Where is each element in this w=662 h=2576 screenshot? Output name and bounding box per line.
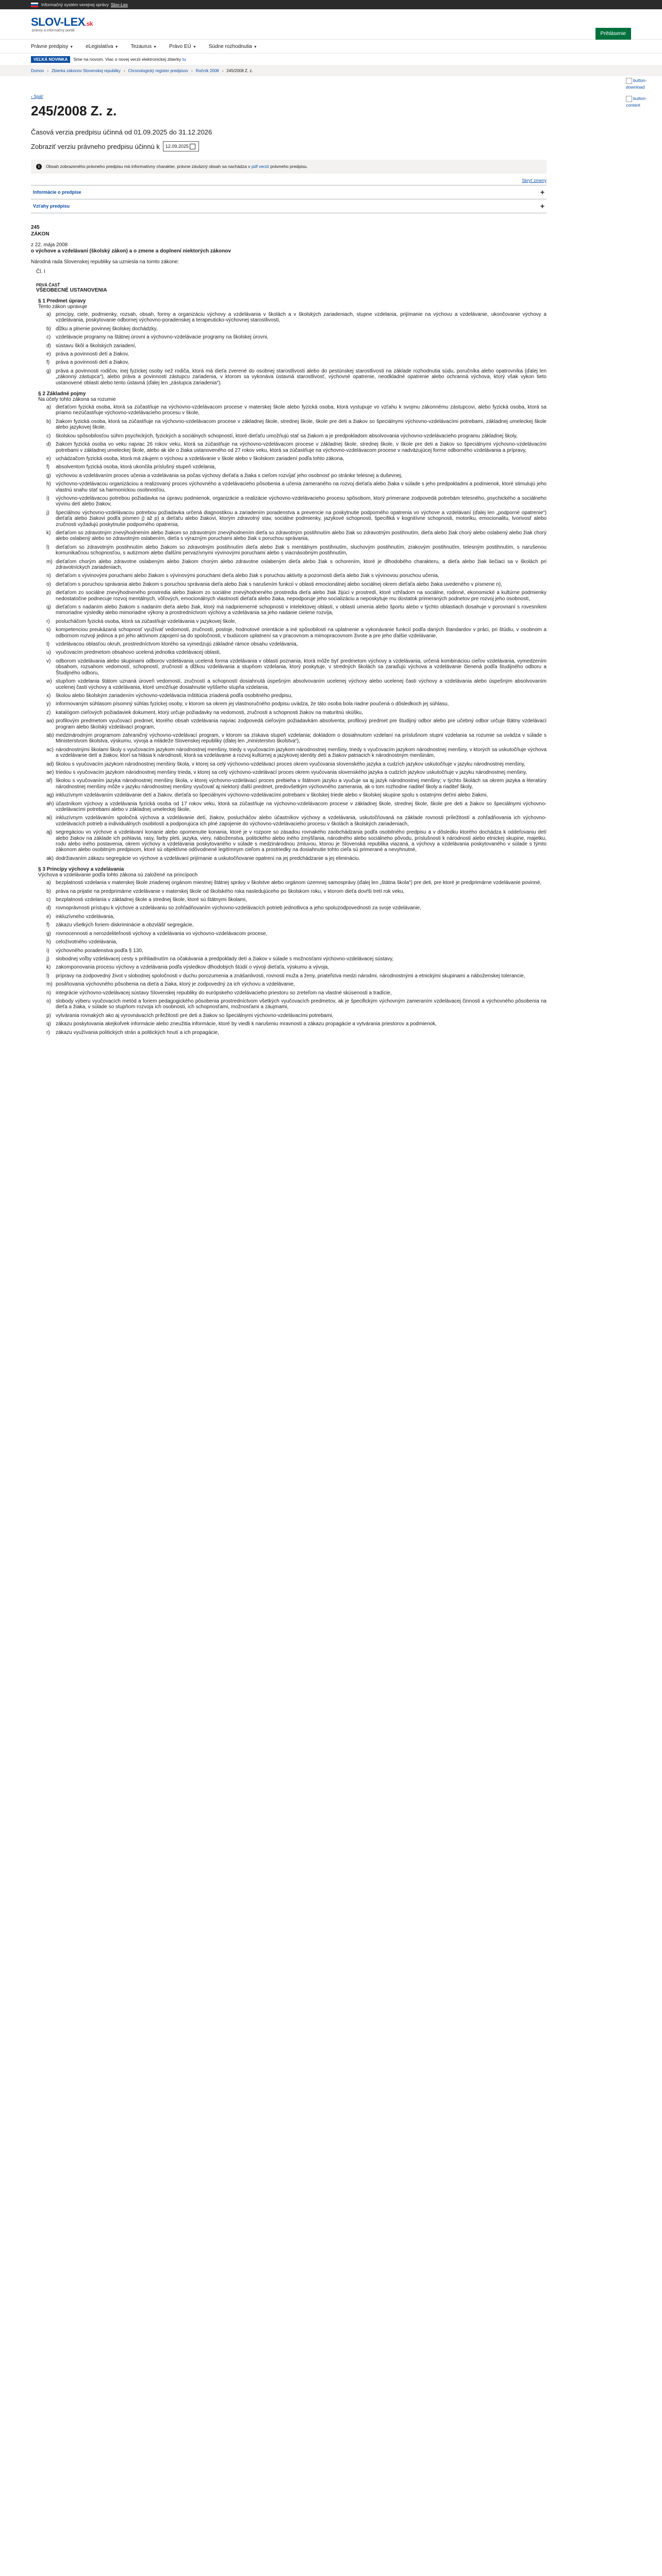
item-text: kompetenciou preukázaná schopnosť využívať vedomosti, zručnosti, postoje, hodnotové orientácie a iné spôsobilosti na uplatnenie a vykonávanie funkcií podľa daných štandardov v práci, pri štúdiu, v osobnom a odbornom rozvoji jedinca a pri jeho aktívnom zapojení sa do spoločnosti, v budúcom uplatnení sa v pracovnom a mimopracovnom živote a pre jeho ďalšie vzdelávanie,	[56, 627, 547, 639]
info-icon: i	[36, 164, 42, 170]
item-label: c)	[46, 334, 51, 341]
item-text: profilovým predmetom vyučovací predmet, ktorého obsah vzdelávania najviac zodpovedá cieľovým požiadavkám absolventa; profilový predmet pre študijný odbor alebo pre učebný odbor určuje štátny vzdelávací program alebo školský vzdelávací program,	[56, 718, 547, 730]
list-item	[46, 334, 547, 340]
item-text: bezplatnosti vzdelania v základnej škole a strednej škole, ktoré sú štátnymi školami,	[56, 897, 247, 903]
section-2-heading: § 2 Základné pojmy	[38, 391, 86, 397]
item-label: ad)	[46, 761, 54, 767]
broken-image-icon	[626, 78, 632, 84]
accordion-relations[interactable]: Vzťahy predpisu +	[31, 199, 547, 213]
section-1-items	[46, 312, 547, 386]
notice-text: Sme na novom. Viac o novej verzii elektronickej zbierky	[73, 57, 181, 62]
list-item	[46, 990, 547, 996]
list-item	[46, 456, 547, 462]
nav-item-legislation[interactable]: Právne predpisy ▼	[31, 43, 74, 49]
item-text: výchovno-vzdelávacou potrebou požiadavka na úpravu podmienok, organizácie a realizácie výchovno-vzdelávacieho procesu spôsobom, ktorý primerane zodpovedá potrebám telesného, psychického a sociálneho vývinu detí alebo žiakov,	[56, 495, 547, 507]
item-text: školou alebo školským zariadením výchovno-vzdelávacia inštitúcia zriadená podľa osobitného predpisu,	[56, 692, 293, 699]
item-text: dieťaťom s vývinovými poruchami alebo žiakom s vývinovými poruchami dieťa alebo žiak s poruchou aktivity a pozornosti dieťa alebo žiak s vývinovou poruchou učenia,	[56, 573, 439, 579]
list-item	[46, 404, 547, 416]
item-text: vyučovacím predmetom obsahovo ucelená jednotka vzdelávacej oblasti,	[56, 650, 221, 656]
item-text: prípravy na zodpovedný život v slobodnej spoločnosti v duchu porozumenia a znášanlivosti, rovnosti muža a ženy, priateľstva medzi národmi, národnostnými a etnickými skupinami a náboženskej tolerancie,	[56, 973, 525, 979]
item-text: zákazu poskytovania akejkoľvek informácie alebo zneužitia informácie, ktoré by viedli k narušeniu mravnosti a zákazu propagácie a vytvárania priestorov a podmienok,	[56, 1021, 437, 1027]
site-header	[0, 9, 662, 40]
item-label: i)	[46, 495, 49, 501]
back-link[interactable]: ‹ Späť	[31, 94, 43, 99]
chevron-down-icon: ▼	[114, 45, 119, 49]
chevron-left-icon: ‹	[31, 94, 34, 99]
list-item	[46, 1030, 547, 1036]
item-label: af)	[46, 778, 53, 784]
item-text: výchovno-vzdelávacou organizáciou a realizovaný proces výchovného a vzdelávacieho pôsobenia a učenia zameraného na rozvoj dieťaťa alebo žiaka v súlade s jeho predpokladmi a podmienok, ktoré stimulujú jeho vlastnú snahu stať sa harmonickou osobnosťou,	[56, 481, 547, 493]
item-label: s)	[46, 627, 51, 633]
version-selector	[31, 141, 547, 151]
flag-icon	[31, 3, 38, 7]
item-text: bezplatnosti vzdelania v materskej škole zriadenej orgánom miestnej štátnej správy v školstve alebo orgánom územnej samosprávy (ďalej len „štátna škola“) pre deti, pre ktoré je predprimárne vzdelávanie povinné,	[56, 880, 542, 886]
item-label: b)	[46, 326, 51, 332]
item-label: v)	[46, 658, 51, 664]
list-item	[46, 510, 547, 528]
item-text: práva na prijatie na predprimárne vzdelávanie v materskej škole od školského roka nasledujúceho po školskom roku, v ktorom dieťa dovŕši tretí rok veku,	[56, 888, 405, 894]
item-text: inkluzívnym vzdelávaním spoločná výchova a vzdelávanie detí, žiakov, poslucháčov alebo účastníkov výchovy a vzdelávania, uskutočňovaná na základe rovnosti príležitostí a zohľadňovania ich výchovno-vzdelávacích potrieb a individuálnych osobitostí a podporujúca ich plné zapojenie do výchovno-vzdelávacieho procesu v školách a školských zariadeniach,	[56, 815, 547, 827]
chevron-down-icon: ▼	[153, 45, 157, 49]
part-name: VŠEOBECNÉ USTANOVENIA	[36, 287, 107, 293]
item-label: r)	[46, 618, 50, 624]
item-label: g)	[46, 930, 51, 937]
item-text: výchovou a vzdelávaním proces učenia a vzdelávania sa počas výchovy dieťaťa a žiaka s cieľom rozvíjať jeho osobnosť po stránke telesnej a duševnej,	[56, 472, 403, 479]
item-text: poslucháčom fyzická osoba, ktorá sa zúčastňuje vzdelávania v jazykovej škole,	[56, 618, 237, 624]
list-item	[46, 801, 547, 813]
item-text: práva a povinnosti rodičov, inej fyzickej osoby než rodiča, ktorá má dieťa zverené do osobnej starostlivosti alebo do pestúnskej starostlivosti na základe rozhodnutia súdu, poručníka alebo opatrovníka (ďalej len „zákonný zástupca“), alebo práva a povinnosti zástupcu zariadenia, v ktorom sa vykonáva ústavná starostlivosť, výchovné opatrenie, neodkladné opatrenie alebo ochranná výchova, ktorý však vykon tieto ustanovené oblasti alebo tento ústavná (ďalej len „zástupca zariadenia“).	[56, 368, 547, 386]
item-label: d)	[46, 343, 51, 349]
list-item	[46, 829, 547, 853]
item-text: zákazu využívania politických strán a politických hnutí a ich propagácie,	[56, 1029, 219, 1036]
item-label: b)	[46, 888, 51, 894]
item-label: l)	[46, 544, 49, 550]
law-type: ZÁKON	[31, 231, 49, 237]
item-label: e)	[46, 913, 51, 920]
breadcrumb	[0, 65, 662, 76]
item-label: a)	[46, 880, 51, 886]
item-text: zakomponovania procesu výchovy a vzdelávania podľa výsledkov dlhodobých štúdií o vývoji dieťaťa, výskumu a vývoja,	[56, 964, 329, 971]
list-item	[46, 964, 547, 970]
item-label: f)	[46, 464, 50, 470]
list-item	[46, 679, 547, 690]
item-text: práva a povinnosti detí a žiakov,	[56, 351, 129, 358]
item-label: z)	[46, 709, 51, 716]
item-label: j)	[46, 956, 49, 962]
item-label: b)	[46, 418, 51, 425]
list-item	[46, 710, 547, 716]
law-number: 245	[31, 225, 40, 230]
item-label: a)	[46, 312, 51, 317]
item-text: katalógom cieľových požiadaviek dokument, ktorý určuje požiadavky na vedomosti, zručnosti a schopnosti žiakov na maturitnú skúšku,	[56, 709, 363, 716]
item-label: k)	[46, 964, 51, 971]
item-label: aa)	[46, 718, 54, 724]
login-button[interactable]: Prihlásenie	[595, 28, 631, 40]
item-text: segregáciou vo výchove a vzdelávaní konanie alebo opomenutie konania, ktoré je v rozpore so zásadou rovnakého zaobchádzania podľa osobitného predpisu a v dôsledku ktorého dochádza k oddeľovaniu detí alebo žiakov na základe ich pohlavia, rasy, farby pleti, jazyka, viery, náboženstva, politického alebo iného zmýšľania, národného alebo sociálneho pôvodu, príslušnosti k národnosti alebo etnickej skupine, majetku, rodu alebo iného postavenia, okrem výchovy a vzdelávania poskytovaného v súlade s medzinárodnou zmluvou, ktorou je Slovenská republika viazaná, a výchovy a vzdelávania poskytovaného v súlade s týmto zákonom alebo osobitným predpisom, ktoré sú objektívne odôvodnené legitímnym cieľom a prostriedky na dosiahnutie tohto cieľa sú primerané a nevyhnutné,	[56, 829, 547, 853]
list-item	[46, 778, 547, 790]
list-item	[46, 1013, 547, 1019]
item-text: žiakom fyzická osoba vo veku najviac 26 rokov veku, ktorá sa zúčastňuje na výchovno-vzdelávacom procese v základnej škole, strednej škole, v škole pre deti a žiakov so špeciálnymi výchovno-vzdelávacími potrebami v základnej umeleckej škole, alebo ak ide o žiaka ustanoveného od 27 rokov veku, ktorá sa zúčastňuje na výchovno-vzdelávacom procese v nadväzujúcej forme odborného vzdelávania a prípravy,	[56, 442, 547, 453]
item-text: integrácie výchovno-vzdelávacej sústavy Slovenskej republiky do európskeho vzdelávacieho priestoru so zreteľom na vlastné skúsenosti a tradície,	[56, 990, 392, 996]
logo[interactable]: SLOV-LEX.sk	[31, 15, 93, 28]
item-text: školskou spôsobilosťou súhrn psychických, fyzických a sociálnych schopností, ktoré dieťaťu umožňujú stať sa žiakom a je predpokladom absolvovania výchovno-vzdelávacieho programu základnej školy,	[56, 433, 518, 439]
breadcrumb-year[interactable]: Ročník 2008	[195, 68, 219, 73]
breadcrumb-current: 245/2008 Z. z.	[226, 68, 253, 73]
list-item	[46, 433, 547, 439]
list-item	[46, 889, 547, 894]
list-item	[46, 701, 547, 707]
list-item	[46, 442, 547, 453]
list-item	[46, 559, 547, 571]
item-text: dieťaťom s poruchou správania alebo žiakom s poruchou správania dieťa alebo žiak s narušením funkcií v oblasti emocionálnej alebo sociálnej okrem dieťaťa alebo žiaka uvedeného v písmene n),	[56, 581, 502, 587]
nav-item-elegislativa[interactable]: eLegislatíva ▼	[86, 43, 119, 49]
item-text: účastníkom výchovy a vzdelávania fyzická osoba od 17 rokov veku, ktorá sa zúčastňuje na výchovno-vzdelávacom procese v základnej škole, strednej škole, škole pre deti a žiakov so špeciálnymi výchovno-vzdelávacími potrebami alebo v základnej umeleckej škole,	[56, 801, 547, 812]
item-text: dieťaťom so zdravotným znevýhodnením alebo žiakom so zdravotným znevýhodnením dieťa so zdravotným postihnutím alebo žiak so zdravotným postihnutím, dieťa alebo žiak chorý alebo oslabený alebo žiak chorý alebo oslabený alebo so zdravotným oslabením, dieťa s výrazným poruchami alebo žiak s poruchou správania,	[56, 530, 547, 542]
item-text: slobody výberu vyučovacích metód a foriem pedagogického pôsobenia prostredníctvom všetkých vyučovacích predmetov, ak je špecifickým výchovným zameraním vzdelávacej činnosti a výchovného pôsobenia na dieťa a žiaka, v súlade so stupňom rozvoja ich osobnosti, ich schopnosťami, možnosťami a záujmami,	[56, 998, 547, 1010]
item-label: w)	[46, 679, 52, 685]
list-item	[46, 530, 547, 542]
item-label: m)	[46, 981, 53, 988]
item-label: f)	[46, 922, 50, 928]
item-label: c)	[46, 897, 51, 903]
list-item	[46, 360, 547, 365]
list-item	[46, 948, 547, 954]
list-item	[46, 914, 547, 920]
chevron-down-icon: ▼	[70, 45, 74, 49]
item-text: rovnoprávnosti prístupu k výchove a vzdelávaniu so zohľadňovaním výchovno-vzdelávacích potrieb jednotlivca a jeho spoluzodpovednosti za svoje vzdelávanie,	[56, 905, 421, 911]
list-item	[46, 343, 547, 349]
item-label: u)	[46, 650, 51, 656]
calendar-icon[interactable]	[190, 144, 195, 149]
item-label: r)	[46, 1029, 50, 1036]
item-label: ah)	[46, 801, 54, 807]
list-item	[46, 481, 547, 493]
item-label: k)	[46, 530, 51, 536]
list-item	[46, 998, 547, 1010]
law-date: z 22. mája 2008	[31, 242, 68, 248]
item-label: ak)	[46, 855, 54, 861]
law-title: o výchove a vzdelávaní (školský zákon) a o zmene a doplnení niektorých zákonov	[31, 248, 231, 254]
item-text: dieťaťom s nadaním alebo žiakom s nadaním dieťa alebo žiak, ktorý má nadpriemerné schopnosti v intelektovej oblasti, v oblasti umenia alebo športu alebo v týchto oblastiach dosahuje v porovnaní s rovesníkmi mimoriadne výsledky alebo mimoriadne výkony a prostredníctvom výchovy a vzdelávania sa jeho nadanie cielene rozvíja,	[56, 604, 547, 616]
item-text: vzdelávacou oblasťou okruh, prostredníctvom ktorého sa vymedzujú základné rámce obsahu vzdelávania,	[56, 641, 298, 648]
breadcrumb-collection[interactable]: Zbierka zákonov Slovenskej republiky	[52, 68, 121, 73]
item-text: informovaným súhlasom písomný súhlas fyzickej osoby, v ktorom sa okrem jej vlastnoručného podpisu uvádza, že táto osoba bola riadne poučená o dôsledkoch jej súhlasu,	[56, 701, 449, 707]
list-item	[46, 1021, 547, 1027]
item-label: g)	[46, 472, 51, 479]
list-item	[46, 496, 547, 507]
plus-icon: +	[540, 188, 544, 196]
list-item	[46, 351, 547, 357]
notice-tag: VEĽKÁ NOVINKA	[31, 56, 70, 63]
item-text: absolventom fyzická osoba, ktorá ukončila príslušný stupeň vzdelania,	[56, 464, 216, 470]
article-label: Čl. I	[36, 269, 45, 275]
list-item	[46, 693, 547, 699]
list-item	[46, 880, 547, 886]
item-text: inkluzívnym vzdelávaním vzdelávanie detí a žiakov, dieťaťa so špeciálnymi výchovno-vzdelávacími potrebami v školskej triede alebo v školskej skupine spolu s ostatnými deťmi alebo žiakmi,	[56, 792, 488, 799]
item-label: n)	[46, 990, 51, 996]
download-button[interactable]: button-download	[626, 78, 647, 90]
section-3-heading: § 3 Princípy výchovy a vzdelávania	[38, 867, 124, 873]
list-item	[46, 545, 547, 556]
list-item	[46, 815, 547, 827]
item-label: n)	[46, 573, 51, 579]
item-text: vytvárania rovnakých ako aj vyrovnávacích príležitostí pre deti a žiakov so špeciálnymi výchovno-vzdelávacími potrebami,	[56, 1012, 334, 1019]
list-item	[46, 590, 547, 602]
item-label: j)	[46, 510, 49, 516]
section-3-items	[46, 880, 547, 1036]
content-button[interactable]: button-content	[626, 95, 647, 108]
item-label: h)	[46, 481, 51, 487]
main-nav	[0, 40, 662, 54]
item-text: žiakom fyzická osoba, ktorá sa zúčastňuje na výchovno-vzdelávacom procese v základnej škole, strednej škole, škole pre deti a žiakov so špeciálnymi výchovno-vzdelávacími potrebami, základnej umeleckej škole alebo jazykovej škole,	[56, 418, 547, 431]
item-text: inkluzívneho vzdelávania,	[56, 913, 114, 920]
item-label: p)	[46, 1012, 51, 1019]
breadcrumb-home[interactable]: Domov	[31, 68, 44, 73]
list-item	[46, 956, 547, 962]
page-title: 245/2008 Z. z.	[31, 103, 117, 118]
list-item	[46, 473, 547, 479]
item-label: ab)	[46, 732, 54, 738]
item-text: špeciálnou výchovno-vzdelávacou potrebou požiadavka určená diagnostikou a zariadením poradenstva a prevencie na poskytnutie podporného opatrenia vo výchove a vzdelávaní (ďalej len „podporné opatrenie“) dieťaťa alebo žiakovi podľa písmen j) až p) a dieťaťu alebo žiakovi, ktorým zdravotný stav, sociálne podmienky, jazykové schopnosti, špecifiká v kognitívne schopnosti, motoriku, emocionalitu, tvorivosť alebo zručnosti vyžadujú poskytnutie podporného opatrenia,	[56, 510, 547, 528]
list-item	[46, 326, 547, 332]
item-label: a)	[46, 404, 51, 411]
item-label: f)	[46, 360, 50, 366]
item-text: vzdelávacie programy na štátnej úrovni a výchovno-vzdelávacie programy na školskej úrovni,	[56, 334, 269, 341]
hide-changes-link[interactable]: Skryť zmeny	[522, 178, 547, 183]
nav-item-eu-law[interactable]: Právo EÚ ▼	[169, 43, 196, 49]
item-label: d)	[46, 905, 51, 911]
item-text: školou s vyučovacím jazykom národnostnej menšiny škola, v ktorej sa celý výchovno-vzdelávací proces okrem vyučovania slovenského jazyka a cudzích jazykov uskutočňuje v jazyku národnostnej menšiny,	[56, 761, 525, 767]
list-item	[46, 582, 547, 587]
list-item	[46, 627, 547, 639]
item-text: dieťaťom so zdravotným postihnutím alebo žiakom so zdravotným postihnutím dieťa alebo žiak s mentálnym postihnutím, sluchovým postihnutím, zrakovým postihnutím, telesným postihnutím, s narušenou komunikačnou schopnosťou, s autizmom alebo ďalšími pervazívnymi vývinovými poruchami alebo s viacnásobným postihnutím,	[56, 544, 547, 556]
list-item	[46, 761, 547, 767]
broken-image-icon	[626, 96, 632, 102]
gov-banner-link[interactable]: Slov-Lex	[110, 2, 128, 7]
list-item	[46, 981, 547, 987]
item-label: l)	[46, 973, 49, 979]
version-date-input[interactable]: 12.09.2025	[163, 141, 199, 151]
item-text: práva a povinnosti detí a žiakov,	[56, 360, 129, 366]
plus-icon: +	[540, 202, 544, 210]
item-label: g)	[46, 368, 51, 374]
item-label: ag)	[46, 792, 54, 799]
item-text: výchovného poradenstva podľa § 130,	[56, 947, 143, 954]
section-1-intro: Tento zákon upravuje	[38, 304, 88, 310]
list-item	[46, 747, 547, 759]
list-item	[46, 650, 547, 655]
list-item	[46, 604, 547, 616]
section-3-intro: Výchova a vzdelávanie podľa tohto zákona sú založené na princípoch	[38, 872, 198, 878]
item-label: aj)	[46, 829, 53, 836]
item-label: o)	[46, 998, 51, 1004]
item-text: dĺžku a plnenie povinnej školskej dochádzky,	[56, 326, 158, 332]
item-label: ai)	[46, 815, 53, 821]
list-item	[46, 419, 547, 431]
item-text: dodržiavaním zákazu segregácie vo výchove a vzdelávaní prijímanie a uskutočňovanie opatrení na jej predchádzanie a jej elimináciu.	[56, 855, 360, 861]
version-label: Zobraziť verziu právneho predpisu účinnú k	[31, 142, 160, 150]
gov-banner	[0, 0, 662, 9]
list-item	[46, 939, 547, 945]
item-text: dieťaťom zo sociálne znevýhodneného prostredia alebo žiakom zo sociálne znevýhodneného prostredia dieťa alebo žiak žijúci v prostredí, ktoré vzhľadom na sociálne, rodinné, ekonomické a kultúrne podmienky nedostatočne podnecuje rozvoj mentálnych, vôľových, emocionálnych vlastností dieťaťa alebo žiaka, nepodporuje jeho socializáciu a neposkytuje mu dostatok primeraných podnetov pre rozvoj jeho osobnosti,	[56, 590, 547, 602]
list-item	[46, 464, 547, 470]
section-2-items	[46, 404, 547, 861]
chevron-down-icon: ▼	[192, 45, 196, 49]
list-item	[46, 792, 547, 798]
breadcrumb-register[interactable]: Chronologický register predpisov	[128, 68, 189, 73]
item-label: q)	[46, 1021, 51, 1027]
item-text: slobodnej voľby vzdelávacej cesty s prihliadnutím na očakávania a predpoklady detí a žiakov v súlade s možnosťami výchovno-vzdelávacej sústavy,	[56, 956, 394, 962]
item-label: t)	[46, 641, 50, 648]
part-label: PRVÁ ČASŤ	[36, 283, 60, 287]
item-label: ac)	[46, 747, 54, 753]
list-item	[46, 619, 547, 624]
list-item	[46, 897, 547, 903]
list-item	[46, 905, 547, 911]
item-text: stupňom vzdelania štátom uznaná úroveň vedomostí, zručností a schopností dosiahnutá úspešným absolvovaním ucelenej výchovy alebo ucelenej časti výchovy a vzdelávania alebo úspešným absolvovaním ucelenej časti výchovy a vzdelávania, ktoré umožňuje dosiahnutie vyššieho stupňa vzdelania,	[56, 679, 547, 690]
item-label: ae)	[46, 769, 54, 775]
item-label: d)	[46, 442, 51, 448]
list-item	[46, 312, 547, 324]
item-label: q)	[46, 604, 51, 611]
chevron-right-icon: ›	[191, 68, 193, 73]
item-text: triedou s vyučovacím jazykom národnostnej menšiny trieda, v ktorej sa celý výchovno-vzdelávací proces okrem vyučovania slovenského jazyka a cudzích jazykov uskutočňuje v jazyku národnostnej menšiny,	[56, 769, 527, 775]
item-text: celoživotného vzdelávania,	[56, 939, 118, 945]
item-label: o)	[46, 581, 51, 587]
effective-period: Časová verzia predpisu účinná od 01.09.2025 do 31.12.2026	[31, 128, 212, 136]
item-text: dieťaťom fyzická osoba, ktorá sa zúčastňuje na výchovno-vzdelávacom procese v materskej škole alebo fyzická osoba, ktorá vystupuje vo vzťahu k svojmu zákonnému zástupcovi, alebo fyzická osoba, ktorá sa priamo nezúčastňuje výchovno-vzdelávacieho procesu v škole,	[56, 404, 547, 416]
item-label: c)	[46, 433, 51, 439]
info-box: i Obsah zobrazeného právneho predpisu má informatívny charakter, právne záväzný obsah sa nachádza v pdf verzii právneho predpisu.	[31, 160, 547, 174]
item-text: uchádzačom fyzická osoba, ktorá má záujem o výchovu a vzdelávanie v škole alebo v školskom zariadení podľa tohto zákona,	[56, 455, 344, 462]
item-label: e)	[46, 351, 51, 358]
list-item	[46, 573, 547, 579]
side-buttons	[626, 77, 657, 108]
item-text: národnostnými školami školy s vyučovacím jazykom národnostnej menšiny, triedy s vyučovacím jazykom národnostnej menšiny, triedy s vyučovacím jazykom národnostnej menšiny, v ktorých sa uskutočňuje výchova a vzdelávanie detí a žiakov, ktorí sa hlásia k národnosti, ktorá sa vzdelávanie a rozvoj kultúrnej a jazykovej identity detí a žiakov patriacich k národnostným menšinám,	[56, 747, 547, 759]
pdf-link[interactable]: pdf verzii	[251, 164, 269, 169]
item-label: h)	[46, 939, 51, 945]
list-item	[46, 856, 547, 861]
document-main	[31, 103, 547, 1038]
list-item	[46, 973, 547, 979]
list-item	[46, 641, 547, 647]
chevron-right-icon: ›	[123, 68, 125, 73]
chevron-right-icon: ›	[47, 68, 49, 73]
section-1-heading: § 1 Predmet úpravy	[38, 298, 86, 304]
item-text: medzinárodným programom zahraničný výchovno-vzdelávací program, v ktorom sa získava stupeň vzdelania; dokladom o dosiahnutom vzdelaní na príslušnom stupni vzdelania sa rozumie sa uvádza v súlade s Ministerstvom školstva, výskumu, vývoja a mládeže Slovenskej republiky (ďalej len „ministerstvo školstva“),	[56, 732, 547, 744]
list-item	[46, 770, 547, 775]
item-text: odborom vzdelávania alebo skupinami odborov vzdelávania ucelená forma vzdelávania v oblasti poznania, ktorá môže byť predmetom výchovy a vzdelávania, určená kombináciou cieľov vzdelávania, vymedzením obsahom, rozsahom vedomostí, schopností, zručností a dĺžkou vzdelávania a stupňom vzdelania, ktorý poskytuje, v stredných školách sa zaraďujú výchova a vzdelávanie členená podľa študijného odboru a Študijného odboru,	[56, 658, 547, 676]
item-text: princípy, ciele, podmienky, rozsah, obsah, formy a organizáciu výchovy a vzdelávania v školách a v školských zariadeniach, stupne vzdelania, prijímanie na výchovu a vzdelávanie, ukončovanie výchovy a vzdelávania, poskytovanie odbornej výchovno-poradenskej a terapeuticko-výchovnej starostlivosti,	[56, 312, 547, 324]
list-item	[46, 922, 547, 928]
item-label: x)	[46, 692, 51, 699]
item-label: y)	[46, 701, 51, 707]
item-text: zákazu všetkých foriem diskriminácie a obzvlášť segregácie,	[56, 922, 194, 928]
item-text: sústavu škôl a školských zariadení,	[56, 343, 137, 349]
list-item	[46, 368, 547, 386]
item-label: m)	[46, 558, 53, 565]
item-text: dieťaťom chorým alebo zdravotne oslabeným alebo žiakom chorým alebo zdravotne oslabeným dieťa alebo žiak s ochorením, ktoré je dlhodobého charakteru, a dieťa alebo žiak liečiaci sa v školách pri zdravotníckych zariadeniach,	[56, 558, 547, 570]
notice-bar	[0, 54, 662, 65]
nav-item-court-decisions[interactable]: Súdne rozhodnutia ▼	[208, 43, 257, 49]
item-label: i)	[46, 947, 49, 954]
nav-item-tezaurus[interactable]: Tezaurus ▼	[130, 43, 157, 49]
list-item	[46, 931, 547, 937]
chevron-right-icon: ›	[222, 68, 224, 73]
gov-banner-text: Informačný systém verejnej správy	[41, 2, 109, 7]
accordion-info[interactable]: Informácie o predpise +	[31, 185, 547, 199]
list-item	[46, 718, 547, 730]
section-2-intro: Na účely tohto zákona sa rozumie	[38, 397, 116, 403]
list-item	[46, 733, 547, 744]
preamble: Národná rada Slovenskej republiky sa uzniesla na tomto zákone:	[31, 259, 179, 265]
item-label: e)	[46, 455, 51, 462]
list-item	[46, 658, 547, 676]
logo-subtitle: právny a informačný portál	[32, 29, 75, 32]
item-label: p)	[46, 590, 51, 596]
notice-link[interactable]: tu	[182, 57, 186, 62]
item-text: rovnocennosti a nerozdeliteľnosti výchovy a vzdelávania vo výchovno-vzdelávacom procese,	[56, 930, 268, 937]
chevron-down-icon: ▼	[253, 45, 257, 49]
item-text: posilňovania výchovného pôsobenia na dieťa a žiaka, ktorý je zodpovedný za ich výchovu a vzdelávanie,	[56, 981, 295, 988]
item-text: školou s vyučovaním jazyka národnostnej menšiny škola, v ktorej výchovno-vzdelávací proces prebieha v štátnom jazyku a vyučuje sa aj jazyk národnostnej menšiny; v týchto školách sa okrem jazyka a literatúry národnostnej menšiny môže v jazyku národnostnej menšiny vyučovať aj niektorý ďalší predmet, predovšetkým výchovného zamerania, ak o tom rozhodne riaditeľ školy a riaditeľ školy,	[56, 778, 547, 790]
